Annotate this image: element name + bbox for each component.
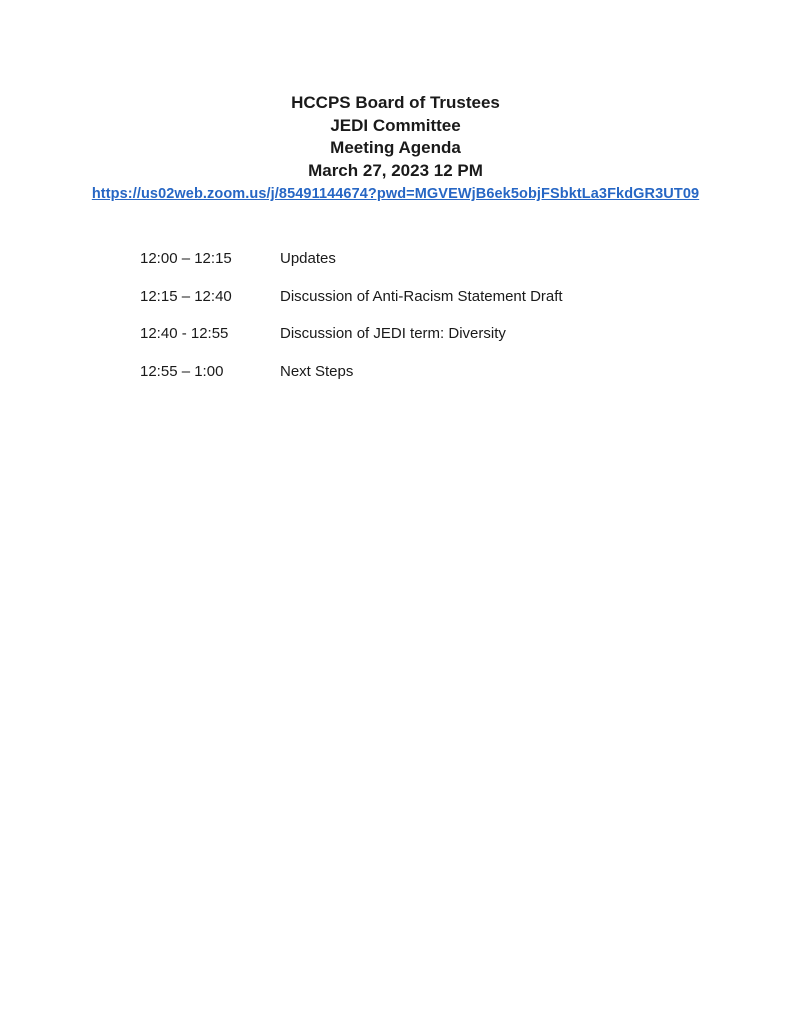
agenda-time: 12:55 – 1:00: [140, 362, 224, 380]
agenda-row: [140, 325, 731, 342]
agenda-row: [140, 250, 731, 267]
agenda-row: [140, 363, 731, 380]
meeting-link-line: [0, 184, 791, 204]
agenda-list: [140, 250, 731, 380]
agenda-time: 12:00 – 12:15: [140, 250, 232, 267]
agenda-topic: Next Steps: [280, 362, 354, 380]
meeting-datetime: March 27, 2023 12 PM: [308, 160, 483, 180]
org-title: HCCPS Board of Trustees: [291, 93, 500, 112]
agenda-row: [140, 288, 731, 305]
agenda-time: 12:15 – 12:40: [140, 287, 232, 305]
document-type-title: Meeting Agenda: [330, 138, 461, 157]
document-header: [0, 0, 791, 204]
agenda-time: 12:40 - 12:55: [140, 325, 229, 342]
zoom-meeting-link[interactable]: https://us02web.zoom.us/j/85491144674?pwd=MGVEWjB6ek5objFSbktLa3FkdGR3UT09: [91, 186, 700, 202]
agenda-topic: Discussion of JEDI term: Diversity: [280, 325, 506, 342]
agenda-topic: Updates: [280, 250, 336, 267]
agenda-topic: Discussion of Anti-Racism Statement Draft: [280, 287, 563, 305]
committee-title: JEDI Committee: [330, 115, 461, 135]
